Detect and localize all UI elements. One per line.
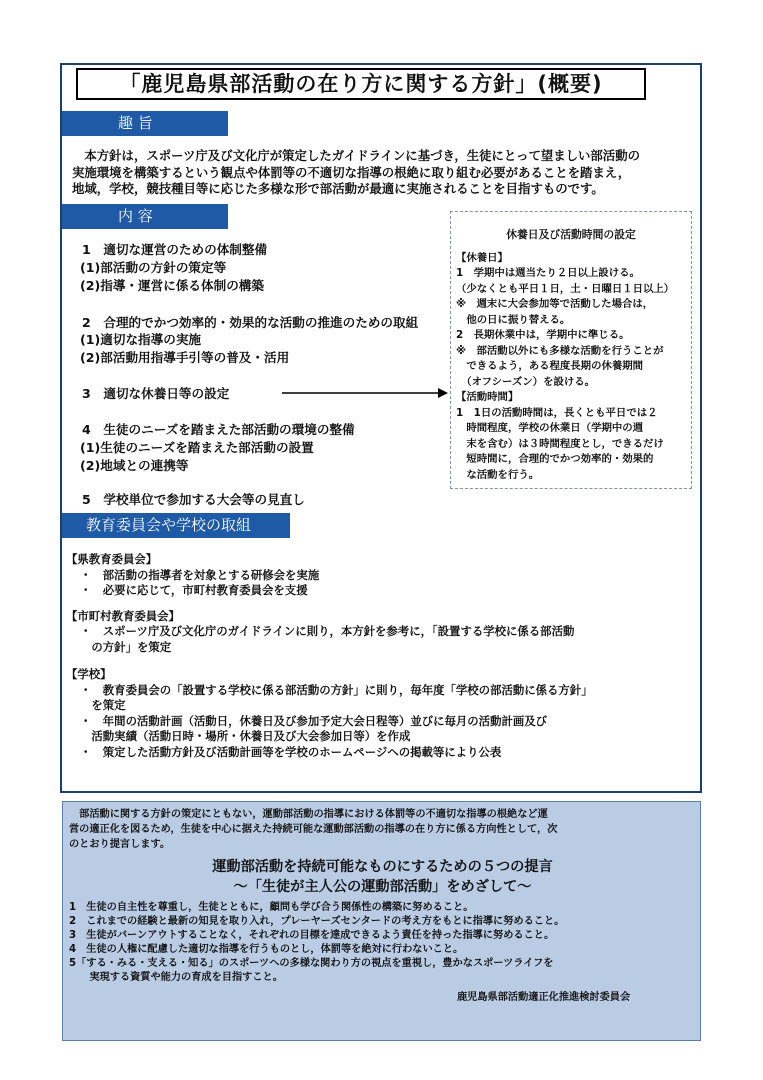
rest-box-line: 【休養日】 bbox=[456, 251, 508, 264]
content-item: (1)適切な指導の実施 bbox=[80, 332, 202, 347]
pref-item: ・ 部活動の指導者を対象とする研修会を実施 bbox=[80, 567, 320, 582]
rest-box-line: できるよう，ある程度長期の休養期間 bbox=[456, 360, 644, 372]
pref-heading: 【県教育委員会】 bbox=[66, 552, 158, 566]
proposal-item: 5「する・みる・支える・知る」のスポーツへの多様な関わり方の視点を重視し，豊かなスポーツライフを bbox=[69, 958, 554, 969]
proposal-intro-line: 部活動に関する方針の策定にともない，運動部活動の指導における体罰等の不適切な指導の根絶など運 bbox=[69, 809, 548, 820]
purpose-line: 地域，学校，競技種目等に応じた多様な形で部活動が最適に実施されることを目指すものです。 bbox=[72, 181, 604, 196]
section-purpose-label: 趣 旨 bbox=[118, 114, 153, 132]
rest-box-line: 1 1日の活動時間は，長くとも平日では２ bbox=[456, 406, 658, 419]
rest-box-line: 2 長期休業中は，学期中に準じる。 bbox=[456, 329, 630, 341]
pref-item: ・ 必要に応じて，市町村教育委員会を支援 bbox=[80, 583, 308, 597]
city-item: ・ スポーツ庁及び文化庁のガイドラインに則り，本方針を参考に，「設置する学校に係る部活動 bbox=[80, 624, 575, 638]
city-item: の方針」を策定 bbox=[80, 639, 172, 654]
proposal-item: 4 生徒の人権に配慮した適切な指導を行うものとし，体罰等を絶対に行わないこと。 bbox=[69, 944, 464, 955]
school-item: を策定 bbox=[80, 698, 126, 712]
proposal-intro-line: 営の適正化を図るため，生徒を中心に据えた持続可能な運動部活動の指導の在り方に係る方向性として，次 bbox=[69, 824, 558, 835]
rest-days-box bbox=[450, 211, 692, 489]
content-item: (1)生徒のニーズを踏まえた部活動の設置 bbox=[80, 440, 314, 455]
proposal-subheading: 〜「生徒が主人公の運動部活動」をめざして〜 bbox=[233, 879, 532, 895]
committee-name: 鹿児島県部活動適正化推進検討委員会 bbox=[457, 992, 631, 1003]
proposal-intro-line: のとおり提言します。 bbox=[69, 839, 171, 850]
page-title: 「鹿児島県部活動の在り方に関する方針」(概要) bbox=[76, 68, 646, 100]
rest-box-line: 短時間に，合理的でかつ効率的・効果的 bbox=[456, 453, 654, 465]
content-item: 3 適切な休養日等の設定 bbox=[82, 386, 230, 401]
proposal-item: 1 生徒の自主性を尊重し，生徒とともに，顧問も学び合う関係性の構築に努めること。 bbox=[69, 902, 474, 913]
rest-box-line: ※ 部活動以外にも多様な活動を行うことが bbox=[456, 344, 664, 357]
rest-box-line: 時間程度，学校の休業日（学期中の週 bbox=[456, 422, 644, 434]
rest-box-title: 休養日及び活動時間の設定 bbox=[506, 228, 636, 241]
proposal-box bbox=[62, 801, 701, 1041]
content-item: 2 合理的でかつ効率的・効果的な活動の推進のための取組 bbox=[82, 315, 419, 330]
rest-box-line: 1 学期中は週当たり２日以上設ける。 bbox=[456, 267, 640, 279]
arrow-icon bbox=[282, 386, 448, 400]
proposal-item: 3 生徒がバーンアウトすることなく，それぞれの目標を達成できるよう責任を持った指導に努めること。 bbox=[69, 930, 555, 941]
proposal-heading: 運動部活動を持続可能なものにするための５つの提言 bbox=[212, 859, 553, 875]
proposal-item: 2 これまでの経験と最新の知見を取り入れ，プレーヤーズセンタードの考え方をもとに指導に努めること。 bbox=[69, 916, 565, 927]
section-content-bar bbox=[62, 204, 228, 229]
section-efforts-label: 教育委員会や学校の取組 bbox=[86, 516, 252, 534]
school-heading: 【学校】 bbox=[66, 667, 112, 681]
content-item: 4 生徒のニーズを踏まえた部活動の環境の整備 bbox=[82, 422, 355, 437]
content-item: (2)部活動用指導手引等の普及・活用 bbox=[80, 350, 290, 365]
content-item: 1 適切な運営のための体制整備 bbox=[82, 242, 268, 257]
purpose-line: 実施環境を構築するという観点や体罰等の不適切な指導の根絶に取り組む必要があることを踏まえ， bbox=[72, 164, 631, 180]
content-item: 5 学校単位で参加する大会等の見直し bbox=[82, 492, 305, 507]
rest-box-line: （オフシーズン）を設ける。 bbox=[456, 375, 596, 388]
section-content-label: 内 容 bbox=[118, 207, 153, 225]
rest-box-line: （少なくとも平日１日，土・日曜日１日以上） bbox=[456, 282, 675, 295]
school-item: 活動実績（活動日時・場所・休養日及び大会参加日等）を作成 bbox=[80, 729, 411, 743]
proposal-item: 実現する資質や能力の育成を目指すこと。 bbox=[69, 972, 283, 983]
city-heading: 【市町村教育委員会】 bbox=[66, 608, 180, 623]
school-item: ・ 教育委員会の「設置する学校に係る部活動の方針」に則り，毎年度「学校の部活動に係る方針」 bbox=[80, 682, 593, 697]
school-item: ・ 策定した活動方針及び活動計画等を学校のホームページへの掲載等により公表 bbox=[80, 744, 502, 759]
rest-box-line: ※ 週末に大会参加等で活動した場合は， bbox=[456, 298, 654, 310]
efforts-block bbox=[66, 552, 593, 760]
content-item: (1)部活動の方針の策定等 bbox=[80, 260, 227, 275]
purpose-text bbox=[72, 148, 640, 198]
content-item: (2)地域との連携等 bbox=[80, 458, 189, 473]
purpose-line: 本方針は，スポーツ庁及び文化庁が策定したガイドラインに基づき，生徒にとって望ましい部活動の bbox=[72, 148, 640, 163]
section-efforts-bar bbox=[62, 513, 290, 538]
section-purpose-bar bbox=[62, 111, 228, 136]
rest-box-line: な活動を行う。 bbox=[456, 468, 540, 481]
rest-box-line: 末を含む）は３時間程度とし，できるだけ bbox=[456, 437, 664, 450]
rest-box-line: 他の日に振り替える。 bbox=[456, 313, 571, 326]
school-item: ・ 年間の活動計画（活動日，休養日及び参加予定大会日程等）並びに毎月の活動計画及び bbox=[80, 713, 548, 728]
content-item: (2)指導・運営に係る体制の構築 bbox=[80, 278, 264, 293]
rest-box-line: 【活動時間】 bbox=[456, 391, 519, 403]
